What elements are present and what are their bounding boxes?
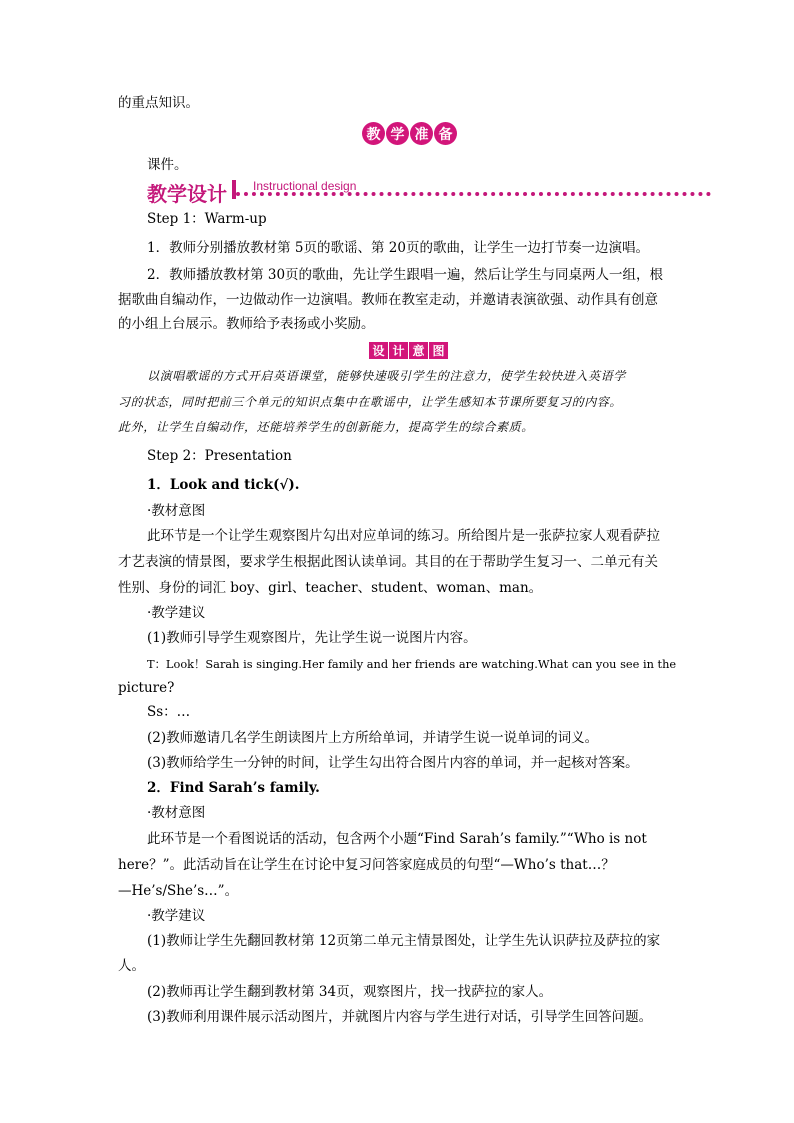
text-line: 1．教师分别播放教材第 5页的歌谣、第 20页的歌曲，让学生一边打节奏一边演唱。: [147, 240, 649, 256]
banner-char: 设: [369, 342, 388, 359]
text-line: (1)教师让学生先翻回教材第 12页第二单元主情景图处，让学生先认识萨拉及萨拉的家: [147, 933, 661, 949]
subheading: 1．Look and tick(√).: [147, 477, 300, 493]
section-title: 教学设计: [147, 182, 227, 206]
text-line: 性别、身份的词汇 boy、girl、teacher、student、woman、man。: [118, 580, 543, 596]
banner-char: 备: [434, 122, 457, 145]
banner-char: 准: [410, 122, 433, 145]
intent-line: 以演唱歌谣的方式开启英语课堂，能够快速吸引学生的注意力，使学生较快进入英语学: [147, 369, 626, 383]
text-line: Ss：…: [147, 704, 191, 720]
subheading: 2．Find Sarah’s family.: [147, 780, 320, 796]
text-line: 据歌曲自编动作，一边做动作一边演唱。教师在教室走动，并邀请表演欲强、动作具有创意: [118, 292, 658, 308]
text-line: (3)教师利用课件展示活动图片，并就图片内容与学生进行对话，引导学生回答问题。: [147, 1009, 653, 1025]
text-line: 人。: [118, 958, 145, 974]
banner-char: 图: [429, 342, 448, 359]
banner-char: 计: [389, 342, 408, 359]
text-line: (1)教师引导学生观察图片，先让学生说一说图片内容。: [147, 630, 477, 646]
text-line: (2)教师再让学生翻到教材第 34页，观察图片，找一找萨拉的家人。: [147, 984, 553, 1000]
banner-char: 教: [362, 122, 385, 145]
banner-char: 意: [409, 342, 428, 359]
text-line: ·教学建议: [147, 605, 206, 621]
text-line: 的小组上台展示。教师给予表扬或小奖励。: [118, 316, 375, 332]
text-line: (2)教师邀请几名学生朗读图片上方所给单词，并请学生说一说单词的词义。: [147, 730, 599, 746]
text-line: 此环节是一个让学生观察图片勾出对应单词的练习。所给图片是一张萨拉家人观看萨拉: [147, 528, 660, 544]
text-line: ·教材意图: [147, 805, 206, 821]
section-subtitle: Instructional design: [253, 179, 357, 193]
intent-line: 此外，让学生自编动作，还能培养学生的创新能力，提高学生的综合素质。: [118, 420, 534, 434]
text-line: ·教学建议: [147, 908, 206, 924]
dotted-divider: [236, 192, 711, 196]
text-line: Step 2：Presentation: [147, 448, 292, 464]
text-line: ·教材意图: [147, 503, 206, 519]
text-line: 才艺表演的情景图，要求学生根据此图认读单词。其目的在于帮助学生复习一、二单元有关: [118, 554, 658, 570]
text-line: T：Look！Sarah is singing.Her family and her friends are watching.What can you see in the: [147, 657, 677, 671]
intent-line: 习的状态，同时把前三个单元的知识点集中在歌谣中，让学生感知本节课所要复习的内容。: [118, 395, 623, 409]
text-line: 此环节是一个看图说话的活动，包含两个小题“Find Sarah’s family.”“Who is not: [147, 831, 647, 847]
text-line: here？”。此活动旨在让学生在讨论中复习问答家庭成员的句型“—Who’s that…？: [118, 857, 615, 873]
text-line: 2．教师播放教材第 30页的歌曲，先让学生跟唱一遍，然后让学生与同桌两人一组，根: [147, 267, 664, 283]
design-intent-banner: [369, 342, 448, 359]
text-line: picture?: [118, 680, 175, 696]
text-line: —He’s/She’s…”。: [118, 883, 239, 899]
teaching-prep-banner: [362, 122, 457, 145]
section-bar: [232, 180, 236, 199]
text-line: 的重点知识。: [118, 95, 199, 111]
banner-char: 学: [386, 122, 409, 145]
text-line: 课件。: [147, 157, 188, 173]
text-line: (3)教师给学生一分钟的时间，让学生勾出符合图片内容的单词，并一起核对答案。: [147, 755, 639, 771]
text-line: Step 1：Warm-up: [147, 211, 267, 227]
